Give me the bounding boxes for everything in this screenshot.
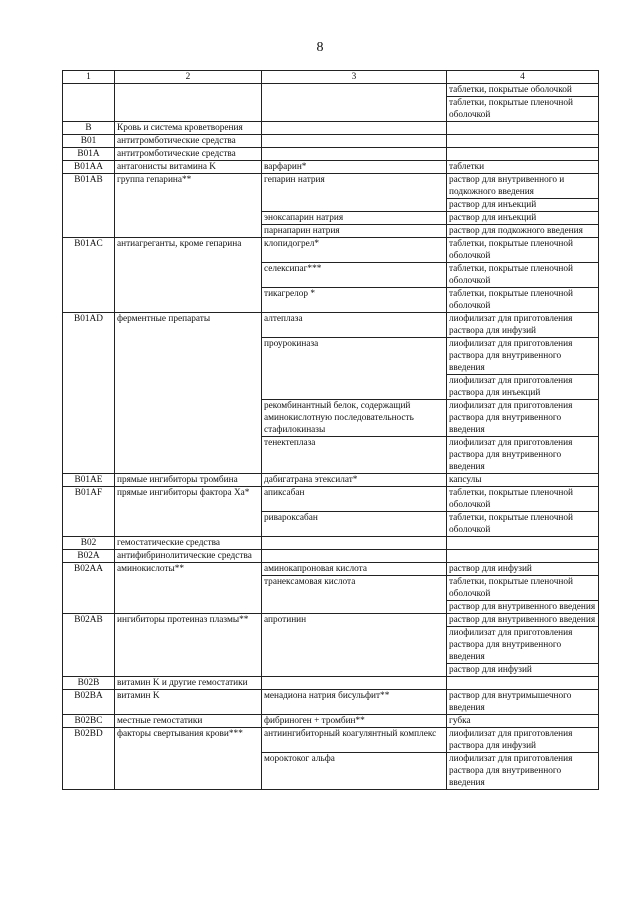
drug-cell: антиингибиторный коагулянтный комплекс	[262, 728, 447, 753]
form-cell	[447, 135, 599, 148]
group-name-cell: антагонисты витамина K	[115, 161, 262, 174]
group-name-cell: факторы свертывания крови***	[115, 728, 262, 790]
drug-cell: фибриноген + тромбин**	[262, 715, 447, 728]
code-cell: B01AA	[63, 161, 115, 174]
code-cell: B02BC	[63, 715, 115, 728]
form-cell	[447, 677, 599, 690]
code-cell: B02A	[63, 550, 115, 563]
form-cell: лиофилизат для приготовления раствора для внутривенного введения	[447, 400, 599, 437]
drug-cell	[262, 677, 447, 690]
form-cell: раствор для инфузий	[447, 664, 599, 677]
drug-cell: апиксабан	[262, 487, 447, 512]
table-row	[63, 84, 599, 97]
form-cell: таблетки, покрытые оболочкой	[447, 84, 599, 97]
table-row	[63, 563, 599, 576]
group-name-cell: аминокислоты**	[115, 563, 262, 614]
code-cell: B01AF	[63, 487, 115, 537]
code-cell: B02AB	[63, 614, 115, 677]
table-row	[63, 614, 599, 627]
form-cell: капсулы	[447, 474, 599, 487]
drug-cell: селексипаг***	[262, 263, 447, 288]
table-row	[63, 537, 599, 550]
form-cell	[447, 122, 599, 135]
drug-cell: варфарин*	[262, 161, 447, 174]
form-cell: таблетки, покрытые пленочной оболочкой	[447, 512, 599, 537]
code-cell: B02AA	[63, 563, 115, 614]
drug-cell	[262, 84, 447, 122]
table-row	[63, 135, 599, 148]
table-row	[63, 122, 599, 135]
drug-cell	[262, 135, 447, 148]
group-name-cell: витамин K	[115, 690, 262, 715]
form-cell: раствор для инфузий	[447, 563, 599, 576]
group-name-cell: витамин K и другие гемостатики	[115, 677, 262, 690]
form-cell: лиофилизат для приготовления раствора для инфузий	[447, 313, 599, 338]
form-cell	[447, 537, 599, 550]
table-row	[63, 313, 599, 338]
table-row	[63, 238, 599, 263]
group-name-cell: местные гемостатики	[115, 715, 262, 728]
drug-cell: гепарин натрия	[262, 174, 447, 212]
drug-cell	[262, 550, 447, 563]
drug-cell: дабигатрана этексилат*	[262, 474, 447, 487]
group-name-cell: гемостатические средства	[115, 537, 262, 550]
group-name-cell: прямые ингибиторы фактора Xa*	[115, 487, 262, 537]
drug-cell: транексамовая кислота	[262, 576, 447, 614]
form-cell: раствор для инъекций	[447, 212, 599, 225]
group-name-cell: группа гепарина**	[115, 174, 262, 238]
group-name-cell: антиагреганты, кроме гепарина	[115, 238, 262, 313]
group-name-cell: прямые ингибиторы тромбина	[115, 474, 262, 487]
group-name-cell: ферментные препараты	[115, 313, 262, 474]
form-cell: лиофилизат для приготовления раствора для внутривенного введения	[447, 627, 599, 664]
form-cell: раствор для внутривенного введения	[447, 601, 599, 614]
form-cell: таблетки, покрытые пленочной оболочкой	[447, 97, 599, 122]
code-cell: B	[63, 122, 115, 135]
code-cell: B01AB	[63, 174, 115, 238]
form-cell: раствор для внутримышечного введения	[447, 690, 599, 715]
page-number: 8	[316, 40, 324, 55]
form-cell: лиофилизат для приготовления раствора для внутривенного введения	[447, 437, 599, 474]
table-header-row	[63, 71, 599, 84]
drug-cell: проурокиназа	[262, 338, 447, 400]
drug-cell	[262, 537, 447, 550]
table-row	[63, 690, 599, 715]
code-cell: B01A	[63, 148, 115, 161]
form-cell: лиофилизат для приготовления раствора для инфузий	[447, 728, 599, 753]
table-row	[63, 487, 599, 512]
table-row	[63, 677, 599, 690]
form-cell: таблетки, покрытые пленочной оболочкой	[447, 288, 599, 313]
form-cell: таблетки, покрытые пленочной оболочкой	[447, 576, 599, 601]
form-cell: раствор для внутривенного введения	[447, 614, 599, 627]
code-cell: B01	[63, 135, 115, 148]
table-row	[63, 174, 599, 199]
form-cell: раствор для подкожного введения	[447, 225, 599, 238]
drug-cell	[262, 122, 447, 135]
drug-cell: парнапарин натрия	[262, 225, 447, 238]
form-cell	[447, 148, 599, 161]
code-cell	[63, 84, 115, 122]
group-name-cell: антифибринолитические средства	[115, 550, 262, 563]
column-header: 2	[115, 71, 262, 84]
drug-cell: тикагрелор *	[262, 288, 447, 313]
form-cell: лиофилизат для приготовления раствора для внутривенного введения	[447, 338, 599, 375]
table-row	[63, 161, 599, 174]
code-cell: B02	[63, 537, 115, 550]
form-cell: таблетки, покрытые пленочной оболочкой	[447, 238, 599, 263]
drug-cell: эноксапарин натрия	[262, 212, 447, 225]
form-cell: раствор для внутривенного и подкожного введения	[447, 174, 599, 199]
column-header: 4	[447, 71, 599, 84]
code-cell: B01AD	[63, 313, 115, 474]
code-cell: B02BD	[63, 728, 115, 790]
drug-cell	[262, 148, 447, 161]
form-cell: лиофилизат для приготовления раствора для внутривенного введения	[447, 753, 599, 790]
drug-cell: мороктоког альфа	[262, 753, 447, 790]
form-cell: таблетки	[447, 161, 599, 174]
drug-cell: менадиона натрия бисульфит**	[262, 690, 447, 715]
form-cell	[447, 550, 599, 563]
form-cell: таблетки, покрытые пленочной оболочкой	[447, 487, 599, 512]
code-cell: B01AC	[63, 238, 115, 313]
table-row	[63, 715, 599, 728]
code-cell: B02BA	[63, 690, 115, 715]
column-header: 3	[262, 71, 447, 84]
code-cell: B01AE	[63, 474, 115, 487]
group-name-cell: антитромботические средства	[115, 148, 262, 161]
drug-cell: рекомбинантный белок, содержащий аминокислотную последовательность стафилокиназы	[262, 400, 447, 437]
column-header: 1	[63, 71, 115, 84]
table-row	[63, 550, 599, 563]
drug-cell: ривароксабан	[262, 512, 447, 537]
table-body	[63, 84, 599, 790]
group-name-cell: антитромботические средства	[115, 135, 262, 148]
group-name-cell: Кровь и система кроветворения	[115, 122, 262, 135]
drug-cell: алтеплаза	[262, 313, 447, 338]
drug-cell: клопидогрел*	[262, 238, 447, 263]
group-name-cell	[115, 84, 262, 122]
table-row	[63, 148, 599, 161]
medication-table	[62, 70, 599, 790]
group-name-cell: ингибиторы протеиназ плазмы**	[115, 614, 262, 677]
form-cell: лиофилизат для приготовления раствора для инъекций	[447, 375, 599, 400]
form-cell: таблетки, покрытые пленочной оболочкой	[447, 263, 599, 288]
table-row	[63, 728, 599, 753]
form-cell: губка	[447, 715, 599, 728]
drug-cell: тенектеплаза	[262, 437, 447, 474]
drug-cell: апротинин	[262, 614, 447, 677]
table-row	[63, 474, 599, 487]
code-cell: B02B	[63, 677, 115, 690]
form-cell: раствор для инъекций	[447, 199, 599, 212]
drug-cell: аминокапроновая кислота	[262, 563, 447, 576]
